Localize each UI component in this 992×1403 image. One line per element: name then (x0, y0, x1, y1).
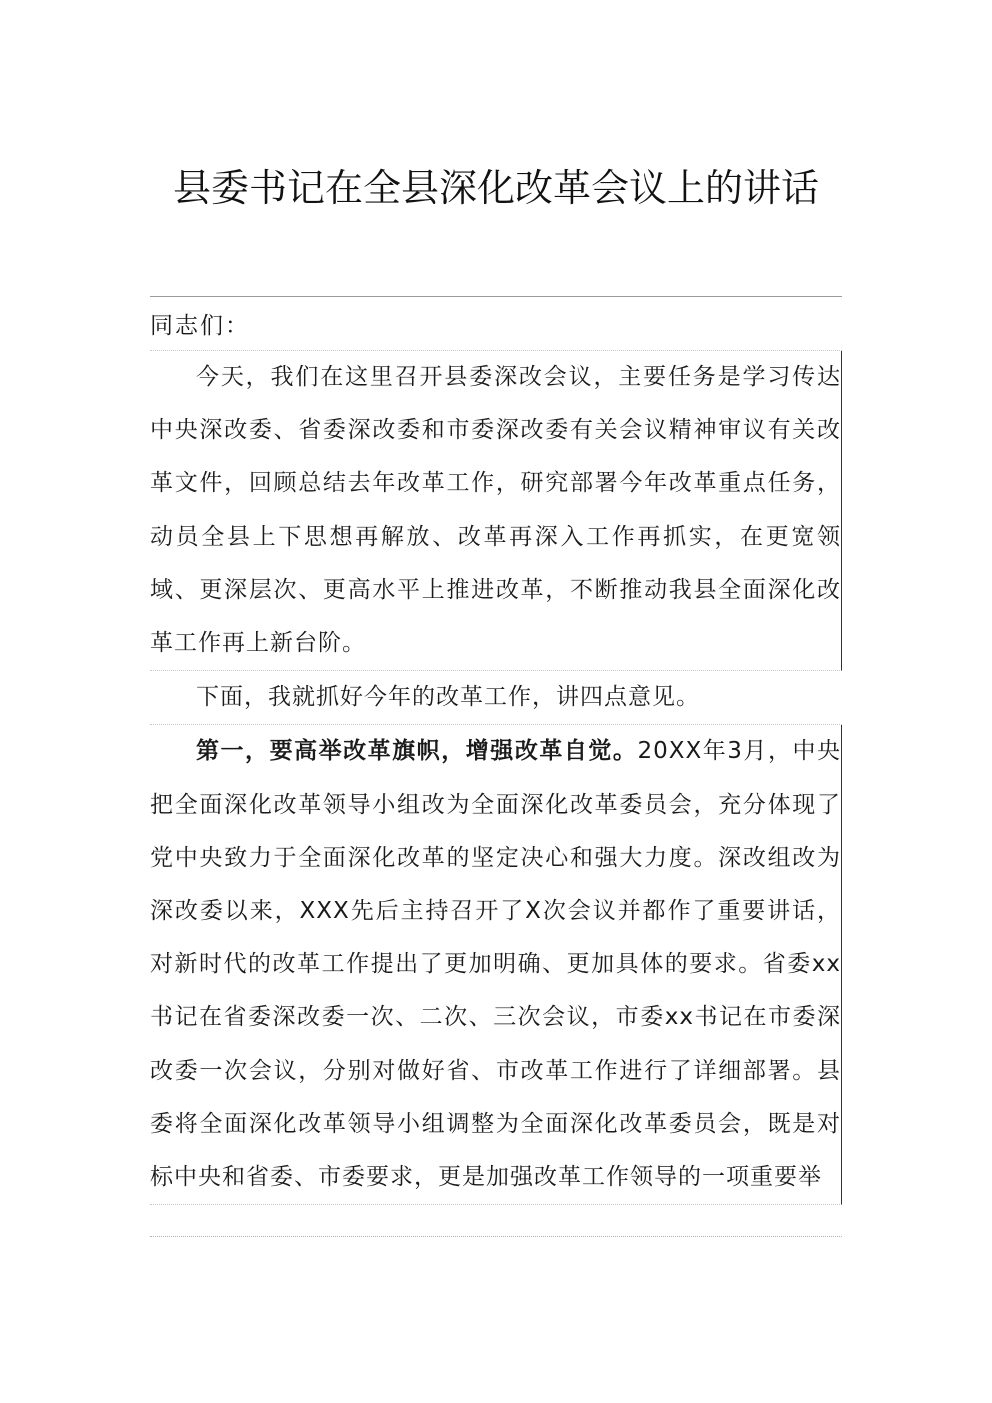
paragraph-outline: 下面，我就抓好今年的改革工作，讲四点意见。 (150, 671, 842, 725)
paragraph-point-one-heading: 第一，要高举改革旗帜，增强改革自觉。 (196, 738, 638, 765)
document-title: 县委书记在全县深化改革会议上的讲话 (172, 166, 819, 210)
paragraph-point-one (150, 725, 842, 1205)
bottom-divider (150, 1236, 842, 1237)
salutation: 同志们： (150, 300, 842, 351)
paragraph-intro: 今天，我们在这里召开县委深改会议，主要任务是学习传达中央深改委、省委深改委和市委深改委有关会议精神审议有关改革文件，回顾总结去年改革工作，研究部署今年改革重点任务，动员全县上下思想再解放、改革再深入工作再抓实，在更宽领域、更深层次、更高水平上推进改革，不断推动我县全面深化改革工作再上新台阶。 (150, 351, 842, 671)
document-body (150, 300, 842, 1205)
top-divider (150, 296, 842, 297)
paragraph-point-one-text: 20XX年3月，中央把全面深化改革领导小组改为全面深化改革委员会，充分体现了党中央致力于全面深化改革的坚定决心和强大力度。深改组改为深改委以来，XXX先后主持召开了X次会议并都作了重要讲话，对新时代的改革工作提出了更加明确、更加具体的要求。省委xx书记在省委深改委一次、二次、三次会议，市委xx书记在市委深改委一次会议，分别对做好省、市改革工作进行了详细部署。县委将全面深化改革领导小组调整为全面深化改革委员会，既是对标中央和省委、市委要求，更是加强改革工作领导的一项重要举 (150, 738, 841, 1191)
